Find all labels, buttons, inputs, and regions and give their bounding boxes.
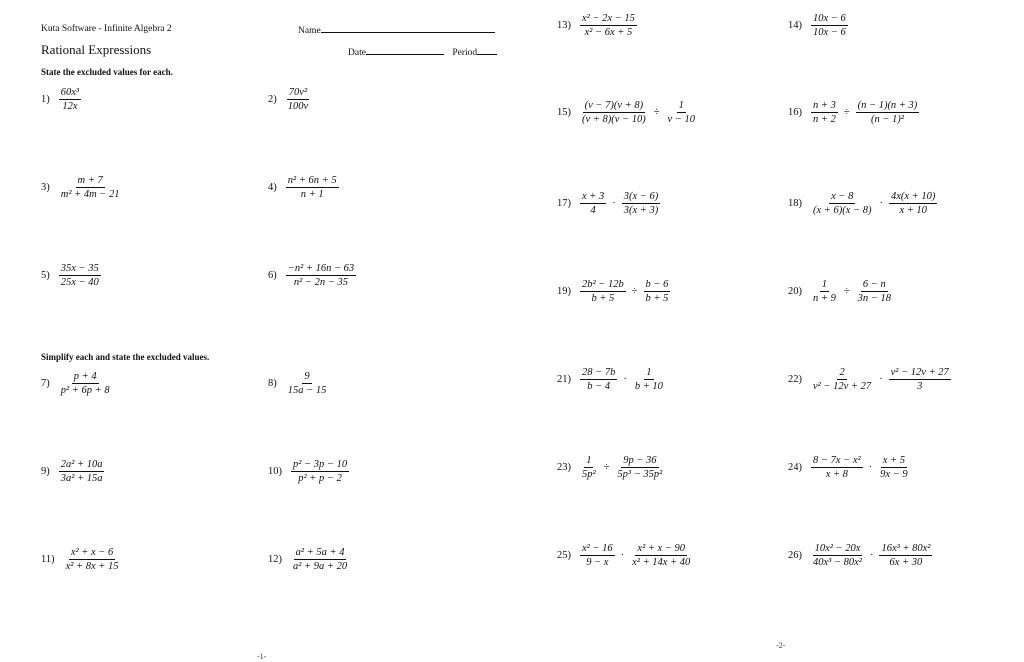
expression [283,175,342,200]
denominator: 5p² [582,469,596,480]
expression [283,371,332,396]
numerator: p² − 3p − 10 [293,459,348,470]
operator: ÷ [843,107,850,118]
fraction [644,279,671,304]
denominator: 12x [62,101,78,112]
problem-15 [557,100,700,125]
worksheet-page-2 [512,0,1024,662]
fraction [64,547,121,572]
fraction [633,367,665,392]
denominator: 25x − 40 [60,277,99,288]
fraction [811,543,864,568]
expression [808,13,851,38]
publisher-label: Kuta Software - Infinite Algebra 2 [41,24,172,34]
expression [808,191,940,216]
denominator: 3a² + 15a [60,473,103,484]
fraction [622,191,661,216]
numerator: x² − 2x − 15 [582,13,635,24]
problem-number: 22) [788,374,802,385]
operator: · [623,374,627,385]
fraction [291,459,349,484]
fraction [811,100,838,125]
date-label: Date [348,48,366,58]
expression [577,191,663,216]
problem-number: 24) [788,462,802,473]
problem-12 [268,547,352,572]
denominator: 9 − x [586,557,609,568]
denominator: m² + 4m − 21 [60,189,120,200]
problem-16 [788,100,922,125]
denominator: 3n − 18 [857,293,891,304]
problem-number: 26) [788,550,802,561]
fraction [811,455,863,480]
name-label: Name [298,26,321,36]
operator: ÷ [603,462,610,473]
fraction [879,543,932,568]
operator: · [620,550,625,561]
denominator: 40x³ − 80x² [813,557,862,568]
problem-number: 7) [41,378,50,389]
problem-2 [268,87,313,112]
page-number-1: -1- [257,652,267,661]
expression [56,175,125,200]
numerator: 9p − 36 [623,455,657,466]
operator: · [879,374,883,385]
denominator: b + 5 [591,293,615,304]
name-field[interactable] [298,24,495,36]
fraction [811,279,838,304]
denominator: x + 8 [825,469,848,480]
problem-26 [788,543,935,568]
expression [283,263,359,288]
numerator: 2 [839,367,845,378]
denominator: 9x − 9 [880,469,908,480]
fraction [580,100,648,125]
expression [288,459,352,484]
numerator: 1 [678,100,684,111]
denominator: (v + 8)(v − 10) [582,114,646,125]
fraction [580,13,637,38]
problem-number: 8) [268,378,277,389]
fraction [286,371,329,396]
problem-17 [557,191,663,216]
denominator: n + 2 [813,114,836,125]
fraction [856,279,893,304]
fraction [286,263,356,288]
worksheet-title: Rational Expressions [41,42,152,57]
fraction [59,371,112,396]
fraction [630,543,692,568]
numerator: 2a² + 10a [60,459,103,470]
denominator: 3 [917,381,923,392]
problem-7 [41,371,115,396]
numerator: 1 [821,279,828,290]
problem-number: 5) [41,270,50,281]
problem-number: 10) [268,466,282,477]
problem-number: 21) [557,374,571,385]
numerator: 4x(x + 10) [890,191,936,202]
denominator: b − 4 [587,381,611,392]
denominator: 15a − 15 [287,385,327,396]
expression [56,371,115,396]
problem-number: 3) [41,182,50,193]
problem-11 [41,547,124,572]
operator: ÷ [843,286,850,297]
problem-number: 2) [268,94,277,105]
numerator: 35x − 35 [60,263,99,274]
fraction [889,191,937,216]
fraction [856,100,920,125]
numerator: x + 5 [882,455,906,466]
problem-22 [788,367,954,392]
fraction [580,543,615,568]
expression [577,367,668,392]
fraction [59,459,105,484]
denominator: (n − 1)² [870,114,904,125]
problem-number: 14) [788,20,802,31]
problem-20 [788,279,896,304]
denominator: 100v [287,101,309,112]
fraction [811,367,873,392]
fraction [580,191,606,216]
problem-number: 4) [268,182,277,193]
operator: · [879,198,883,209]
numerator: 10x² − 20x [814,543,861,554]
denominator: 10x − 6 [813,27,846,38]
numerator: x + 3 [582,191,605,202]
denominator: p² + p − 2 [298,473,342,484]
fraction [286,87,310,112]
operator: ÷ [653,107,660,118]
numerator: −n² + 16n − 63 [287,263,355,274]
problem-number: 1) [41,94,50,105]
numerator: 8 − 7x − x² [813,455,861,466]
problem-13 [557,13,640,38]
expression [56,87,84,112]
expression [577,100,700,125]
numerator: 9 [304,371,310,382]
problem-number: 15) [557,107,571,118]
numerator: x² − 16 [582,543,613,554]
expression [808,455,913,480]
problem-14 [788,13,851,38]
fraction [286,175,339,200]
fraction [59,175,122,200]
denominator: b + 5 [645,293,669,304]
expression [808,543,935,568]
numerator: 2b² − 12b [582,279,624,290]
numerator: 70v² [288,87,308,98]
denominator: p² + 6p + 8 [60,385,110,396]
numerator: a² + 5a + 4 [295,547,345,558]
operator: · [612,198,616,209]
numerator: 1 [646,367,652,378]
operator: ÷ [631,286,638,297]
expression [56,459,108,484]
fraction [666,100,698,125]
date-period-fields[interactable] [348,46,497,58]
problem-5 [41,263,104,288]
denominator: x² + 14x + 40 [632,557,691,568]
denominator: x + 10 [899,205,927,216]
denominator: x² − 6x + 5 [584,27,633,38]
problem-24 [788,455,913,480]
expression [61,547,124,572]
fraction [291,547,349,572]
problem-3 [41,175,124,200]
denominator: a² + 9a + 20 [293,561,348,572]
problem-number: 19) [557,286,571,297]
fraction [59,263,101,288]
fraction [878,455,910,480]
expression [577,13,640,38]
problem-1 [41,87,84,112]
expression [808,279,896,304]
numerator: 16x³ + 80x² [881,543,931,554]
numerator: 3(x − 6) [623,191,659,202]
expression [808,367,954,392]
numerator: n + 3 [813,100,836,111]
problem-number: 12) [268,554,282,565]
numerator: m + 7 [77,175,103,186]
problem-number: 16) [788,107,802,118]
numerator: p + 4 [73,371,97,382]
problem-10 [268,459,352,484]
problem-9 [41,459,107,484]
numerator: b − 6 [645,279,669,290]
problem-number: 25) [557,550,571,561]
numerator: v² − 12v + 27 [890,367,949,378]
denominator: x² + 8x + 15 [65,561,119,572]
numerator: 60x³ [60,87,80,98]
denominator: n + 9 [813,293,836,304]
fraction [580,367,617,392]
page-number-2: -2- [776,641,786,650]
expression [56,263,104,288]
expression [577,543,695,568]
numerator: x² + x − 90 [637,543,686,554]
expression [283,87,313,112]
numerator: 6 − n [862,279,886,290]
expression [577,279,673,304]
section-heading-excluded-values: State the excluded values for each. [41,67,173,77]
denominator: n² − 2n − 35 [293,277,348,288]
denominator: n + 1 [300,189,324,200]
operator: · [868,462,873,473]
problem-number: 11) [41,554,55,565]
problem-number: 20) [788,286,802,297]
expression [577,455,667,480]
problem-number: 6) [268,270,277,281]
operator: · [869,550,874,561]
fraction [580,455,598,480]
problem-number: 23) [557,462,571,473]
numerator: (v − 7)(v + 8) [584,100,644,111]
denominator: 3(x + 3) [623,205,659,216]
problem-6 [268,263,359,288]
expression [288,547,352,572]
denominator: v² − 12v + 27 [813,381,872,392]
denominator: (x + 6)(x − 8) [813,205,872,216]
fraction [580,279,626,304]
numerator: x − 8 [831,191,854,202]
numerator: n² + 6n + 5 [287,175,337,186]
numerator: 1 [586,455,592,466]
fraction [889,367,951,392]
numerator: 28 − 7b [582,367,616,378]
expression [808,100,922,125]
problem-number: 18) [788,198,802,209]
denominator: b + 10 [634,381,663,392]
denominator: 4 [590,205,596,216]
problem-number: 9) [41,466,50,477]
numerator: x² + x − 6 [70,547,114,558]
problem-18 [788,191,940,216]
denominator: 5p³ − 35p² [617,469,663,480]
section-heading-simplify: Simplify each and state the excluded values. [41,352,210,362]
denominator: 6x + 30 [889,557,923,568]
problem-19 [557,279,673,304]
problem-21 [557,367,668,392]
problem-8 [268,371,331,396]
fraction [615,455,664,480]
period-label: Period [452,48,478,58]
problem-4 [268,175,342,200]
problem-25 [557,543,695,568]
numerator: 10x − 6 [813,13,846,24]
numerator: (n − 1)(n + 3) [857,100,918,111]
fraction [811,191,873,216]
problem-number: 17) [557,198,571,209]
problem-23 [557,455,667,480]
fraction [59,87,81,112]
fraction [811,13,848,38]
denominator: v − 10 [667,114,695,125]
problem-number: 13) [557,20,571,31]
